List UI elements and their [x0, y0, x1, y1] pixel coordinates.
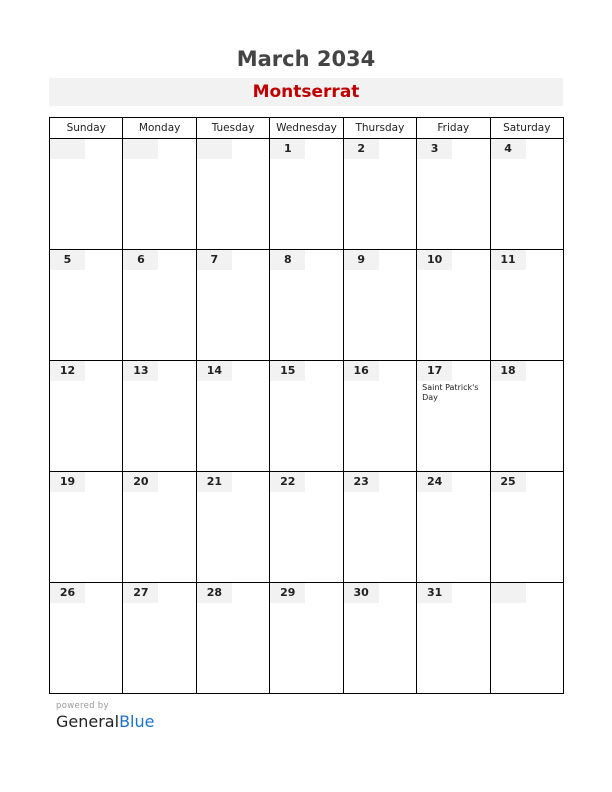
day-number: 1	[270, 139, 305, 159]
day-cell	[123, 472, 196, 583]
day-number: 10	[417, 250, 452, 270]
day-cell	[196, 250, 269, 361]
day-cell	[490, 361, 563, 472]
day-cell	[50, 250, 123, 361]
day-cell	[270, 472, 343, 583]
day-number-empty	[491, 583, 526, 603]
day-number: 29	[270, 583, 305, 603]
day-number-empty	[50, 139, 85, 159]
day-number: 27	[123, 583, 158, 603]
day-cell	[417, 250, 490, 361]
day-number: 12	[50, 361, 85, 381]
day-number: 3	[417, 139, 452, 159]
day-cell	[270, 250, 343, 361]
day-number: 24	[417, 472, 452, 492]
day-number: 31	[417, 583, 452, 603]
day-cell	[417, 583, 490, 694]
brand-blue: Blue	[119, 712, 155, 731]
day-cell	[270, 139, 343, 250]
day-cell	[123, 583, 196, 694]
day-cell	[50, 139, 123, 250]
day-number: 8	[270, 250, 305, 270]
week-row	[50, 250, 564, 361]
day-cell	[196, 472, 269, 583]
week-row	[50, 583, 564, 694]
day-number: 16	[344, 361, 379, 381]
week-row	[50, 139, 564, 250]
weekday-saturday: Saturday	[490, 118, 563, 139]
day-number: 30	[344, 583, 379, 603]
day-cell	[270, 583, 343, 694]
day-cell	[343, 361, 416, 472]
footer	[56, 701, 154, 731]
day-cell	[343, 250, 416, 361]
day-cell	[50, 361, 123, 472]
day-cell	[123, 139, 196, 250]
country-banner	[49, 78, 563, 106]
holiday-label: Saint Patrick's Day	[422, 383, 479, 402]
calendar-body	[50, 139, 564, 694]
weekday-tuesday: Tuesday	[196, 118, 269, 139]
day-cell	[50, 583, 123, 694]
day-number: 11	[491, 250, 526, 270]
day-number: 17	[417, 361, 452, 381]
day-cell	[490, 139, 563, 250]
day-cell	[343, 139, 416, 250]
day-number: 15	[270, 361, 305, 381]
powered-by-label: powered by	[56, 701, 109, 711]
day-cell	[196, 583, 269, 694]
brand-logo	[56, 712, 154, 731]
day-cell	[343, 472, 416, 583]
day-cell	[270, 361, 343, 472]
day-number: 18	[491, 361, 526, 381]
weekday-sunday: Sunday	[50, 118, 123, 139]
day-cell	[196, 139, 269, 250]
day-number: 9	[344, 250, 379, 270]
day-number: 7	[197, 250, 232, 270]
day-number: 4	[491, 139, 526, 159]
day-cell	[343, 583, 416, 694]
day-number: 6	[123, 250, 158, 270]
weekday-friday: Friday	[417, 118, 490, 139]
day-number: 23	[344, 472, 379, 492]
day-number: 26	[50, 583, 85, 603]
day-cell	[417, 361, 490, 472]
day-number-empty	[197, 139, 232, 159]
calendar-grid	[49, 117, 564, 694]
weekday-wednesday: Wednesday	[270, 118, 343, 139]
weekday-header-row	[50, 118, 564, 139]
day-number: 25	[491, 472, 526, 492]
country-name: Montserrat	[252, 82, 360, 102]
day-number: 5	[50, 250, 85, 270]
day-number: 13	[123, 361, 158, 381]
day-number: 28	[197, 583, 232, 603]
day-cell	[490, 250, 563, 361]
day-cell	[417, 139, 490, 250]
day-number-empty	[123, 139, 158, 159]
day-number: 20	[123, 472, 158, 492]
calendar-title: March 2034	[236, 47, 376, 71]
day-cell	[490, 472, 563, 583]
weekday-thursday: Thursday	[343, 118, 416, 139]
week-row	[50, 361, 564, 472]
day-number: 22	[270, 472, 305, 492]
day-cell	[123, 361, 196, 472]
day-cell	[490, 583, 563, 694]
day-cell	[196, 361, 269, 472]
day-cell	[417, 472, 490, 583]
day-cell	[123, 250, 196, 361]
brand-general: General	[56, 712, 120, 731]
day-number: 21	[197, 472, 232, 492]
day-number: 14	[197, 361, 232, 381]
day-number: 19	[50, 472, 85, 492]
day-cell	[50, 472, 123, 583]
day-number: 2	[344, 139, 379, 159]
weekday-monday: Monday	[123, 118, 196, 139]
week-row	[50, 472, 564, 583]
